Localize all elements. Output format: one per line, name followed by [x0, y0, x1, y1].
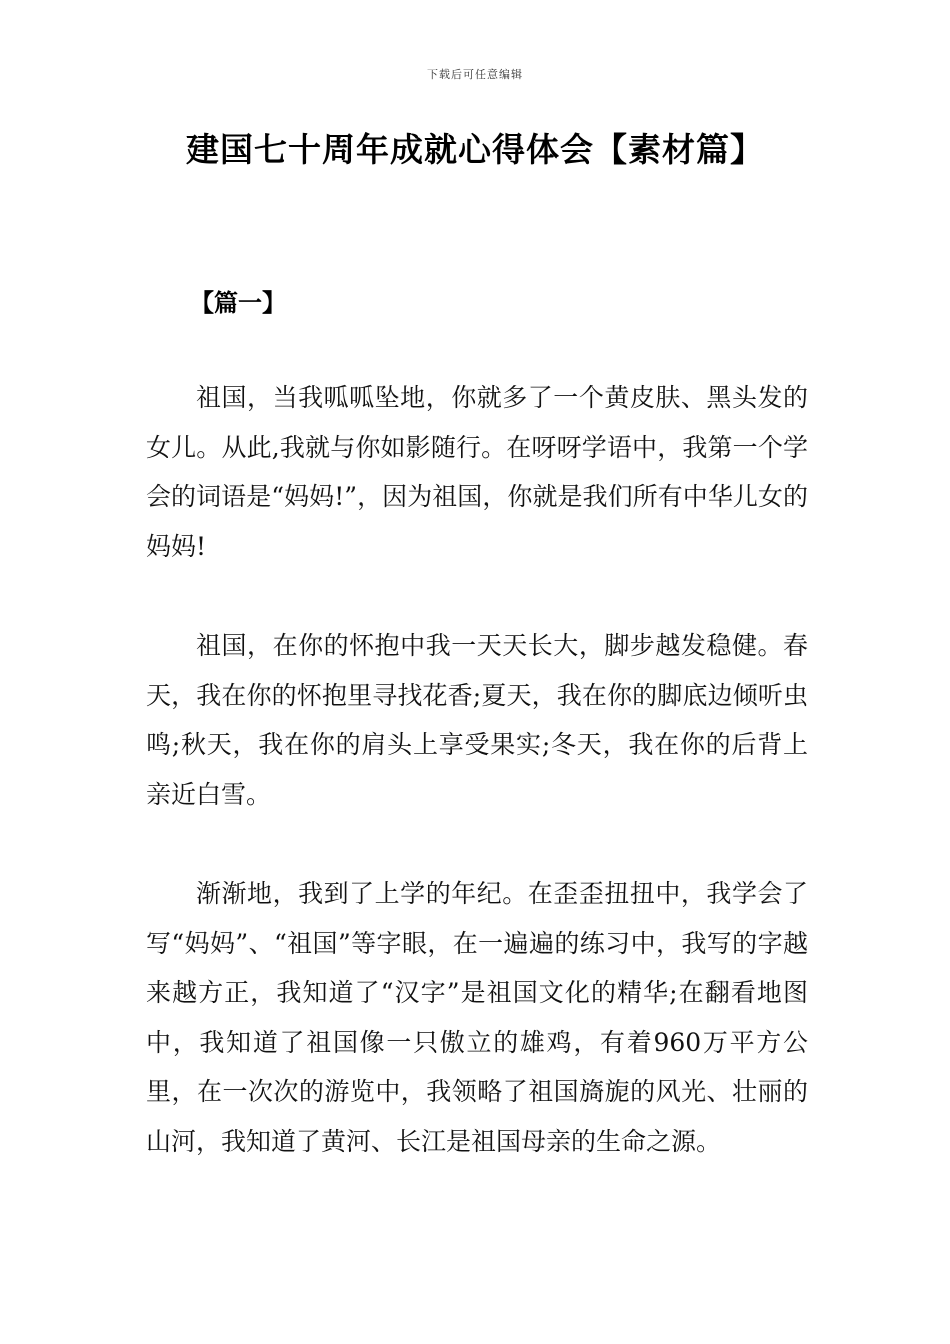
body-paragraph-3: 渐渐地，我到了上学的年纪。在歪歪扭扭中，我学会了写“妈妈”、“祖国”等字眼，在一遍遍的练习中，我写的字越来越方正，我知道了“汉字”是祖国文化的精华;在翻看地图中，我知道了祖国像一只傲立的雄鸡，有着960万平方公里，在一次次的游览中，我领略了祖国旖旎的风光、壮丽的山河，我知道了黄河、长江是祖国母亲的生命之源。 — [146, 879, 808, 1156]
header-note: 下载后可任意编辑 — [427, 68, 523, 81]
body-paragraph-1: 祖国，当我呱呱坠地，你就多了一个黄皮肤、黑头发的女儿。从此,我就与你如影随行。在呀呀学语中，我第一个学会的词语是“妈妈!”，因为祖国，你就是我们所有中华儿女的妈妈! — [146, 383, 808, 561]
body-paragraph-2: 祖国，在你的怀抱中我一天天长大，脚步越发稳健。春天，我在你的怀抱里寻找花香;夏天，我在你的脚底边倾听虫鸣;秋天，我在你的肩头上享受果实;冬天，我在你的后背上亲近白雪。 — [146, 631, 808, 809]
page-title: 建国七十周年成就心得体会【素材篇】 — [186, 130, 764, 169]
section-heading: 【篇一】 — [190, 288, 286, 317]
